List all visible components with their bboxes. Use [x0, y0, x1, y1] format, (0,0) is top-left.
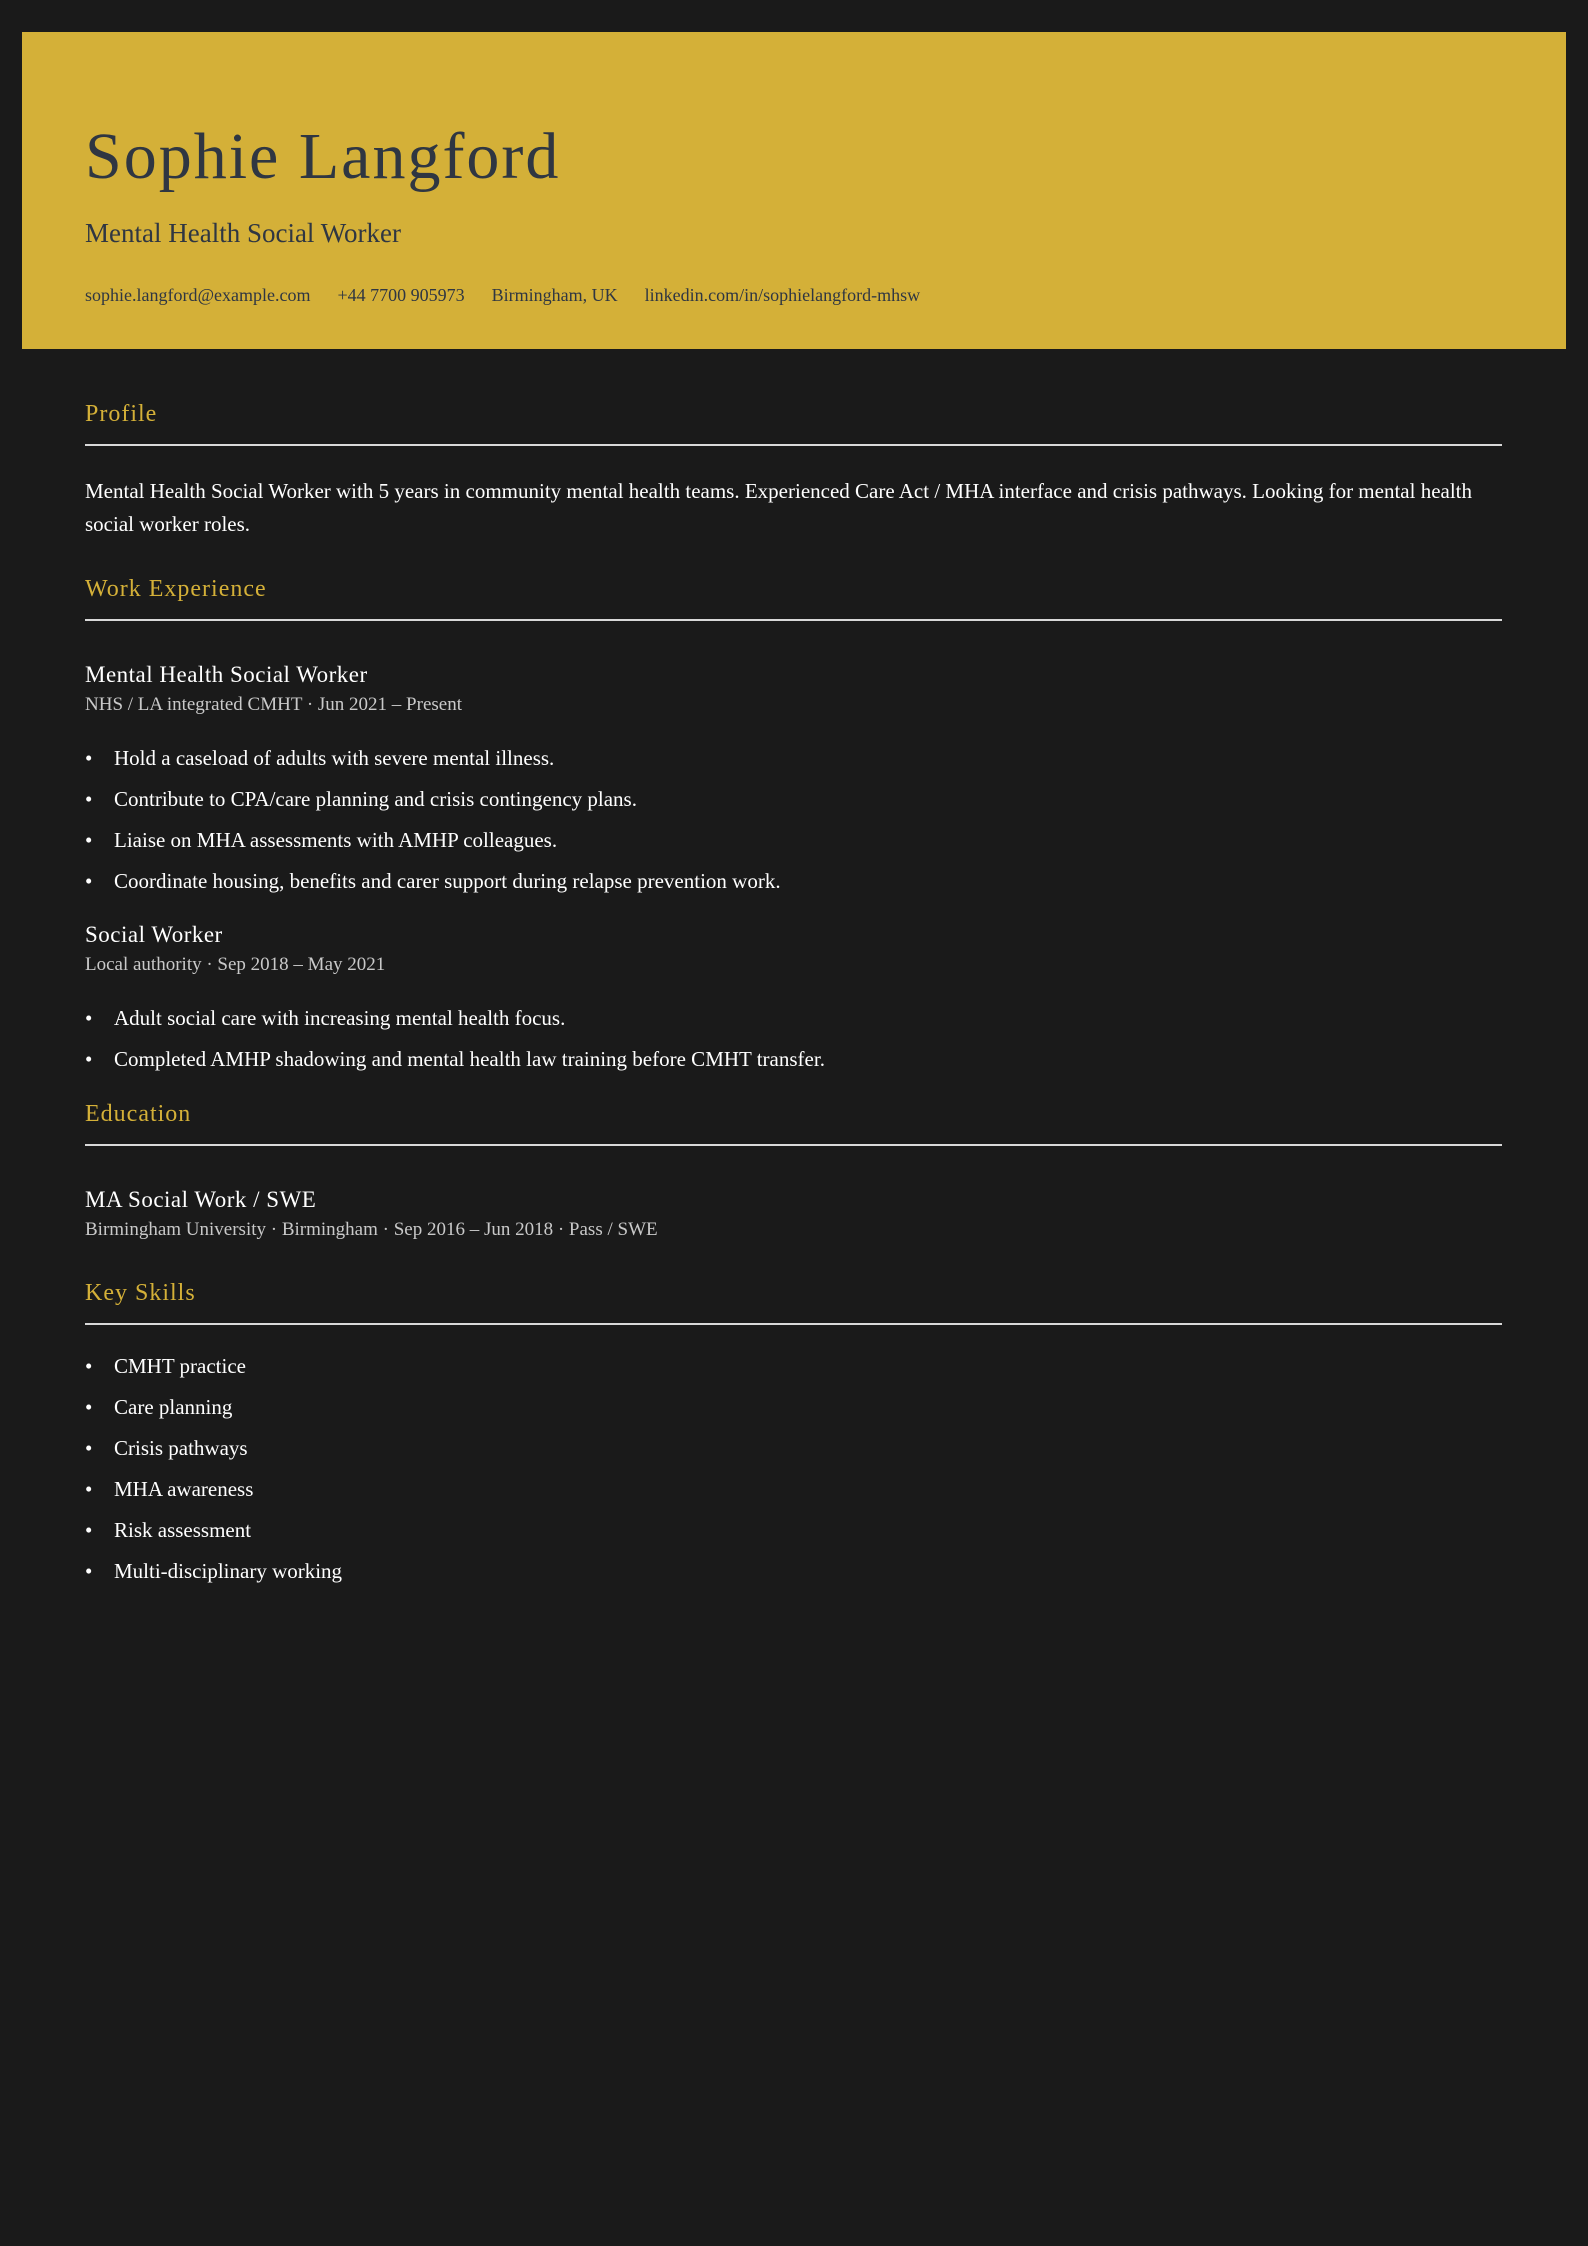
- job-title: Mental Health Social Worker: [85, 662, 368, 687]
- degree-title: MA Social Work / SWE: [85, 1186, 317, 1212]
- education-section: [85, 1102, 1502, 1242]
- resume-body: [85, 402, 1502, 1600]
- skill-item: • Risk assessment: [85, 1518, 1502, 1542]
- contact-phone[interactable]: +44 7700 905973: [337, 285, 465, 305]
- job-bullet: • Contribute to CPA/care planning and crisis contingency plans.: [85, 787, 1502, 811]
- job-bullet: • Hold a caseload of adults with severe mental illness.: [85, 746, 1502, 770]
- work-experience-section: [85, 577, 1502, 1071]
- job-title: Social Worker: [85, 921, 223, 947]
- section-title-education: Education: [85, 1102, 1502, 1146]
- job-bullet: • Completed AMHP shadowing and mental health law training before CMHT transfer.: [85, 1047, 1502, 1071]
- key-skills-section: [85, 1281, 1502, 1583]
- profile-section: [85, 402, 1502, 541]
- job-meta: NHS / LA integrated CMHT · Jun 2021 – Present: [85, 694, 462, 715]
- skills-list: [85, 1354, 1502, 1583]
- skill-item: • MHA awareness: [85, 1477, 1502, 1501]
- contact-bar: [85, 286, 920, 304]
- job-bullet: • Liaise on MHA assessments with AMHP colleagues.: [85, 828, 1502, 852]
- skill-item: • Care planning: [85, 1395, 1502, 1419]
- section-title-skills: Key Skills: [85, 1281, 1502, 1325]
- job-bullets: [85, 1006, 1502, 1071]
- job-bullet: • Adult social care with increasing mental health focus.: [85, 1006, 1502, 1030]
- skill-item: • CMHT practice: [85, 1354, 1502, 1378]
- resume-header: [22, 32, 1566, 349]
- job-bullets: [85, 746, 1502, 893]
- degree-meta: Birmingham University · Birmingham · Sep 2016 – Jun 2018 · Pass / SWE: [85, 1218, 658, 1240]
- skill-item: • Crisis pathways: [85, 1436, 1502, 1460]
- candidate-name: Sophie Langford: [85, 120, 561, 193]
- profile-summary: Mental Health Social Worker with 5 years in community mental health teams. Experienced Care Act / MHA interface and crisis pathways. Looking for mental health social worker roles.: [85, 479, 1473, 536]
- job-bullet: • Coordinate housing, benefits and carer support during relapse prevention work.: [85, 869, 1502, 893]
- contact-email[interactable]: sophie.langford@example.com: [85, 285, 311, 305]
- candidate-role: Mental Health Social Worker: [85, 218, 401, 248]
- contact-location: Birmingham, UK: [491, 285, 618, 305]
- job-entry: [85, 923, 1502, 1071]
- section-title-profile: Profile: [85, 402, 1502, 446]
- section-title-work: Work Experience: [85, 577, 1502, 621]
- skill-item: • Multi-disciplinary working: [85, 1559, 1502, 1583]
- job-entry: [85, 663, 1502, 893]
- contact-linkedin[interactable]: linkedin.com/in/sophielangford-mhsw: [644, 285, 921, 305]
- job-meta: Local authority · Sep 2018 – May 2021: [85, 953, 386, 975]
